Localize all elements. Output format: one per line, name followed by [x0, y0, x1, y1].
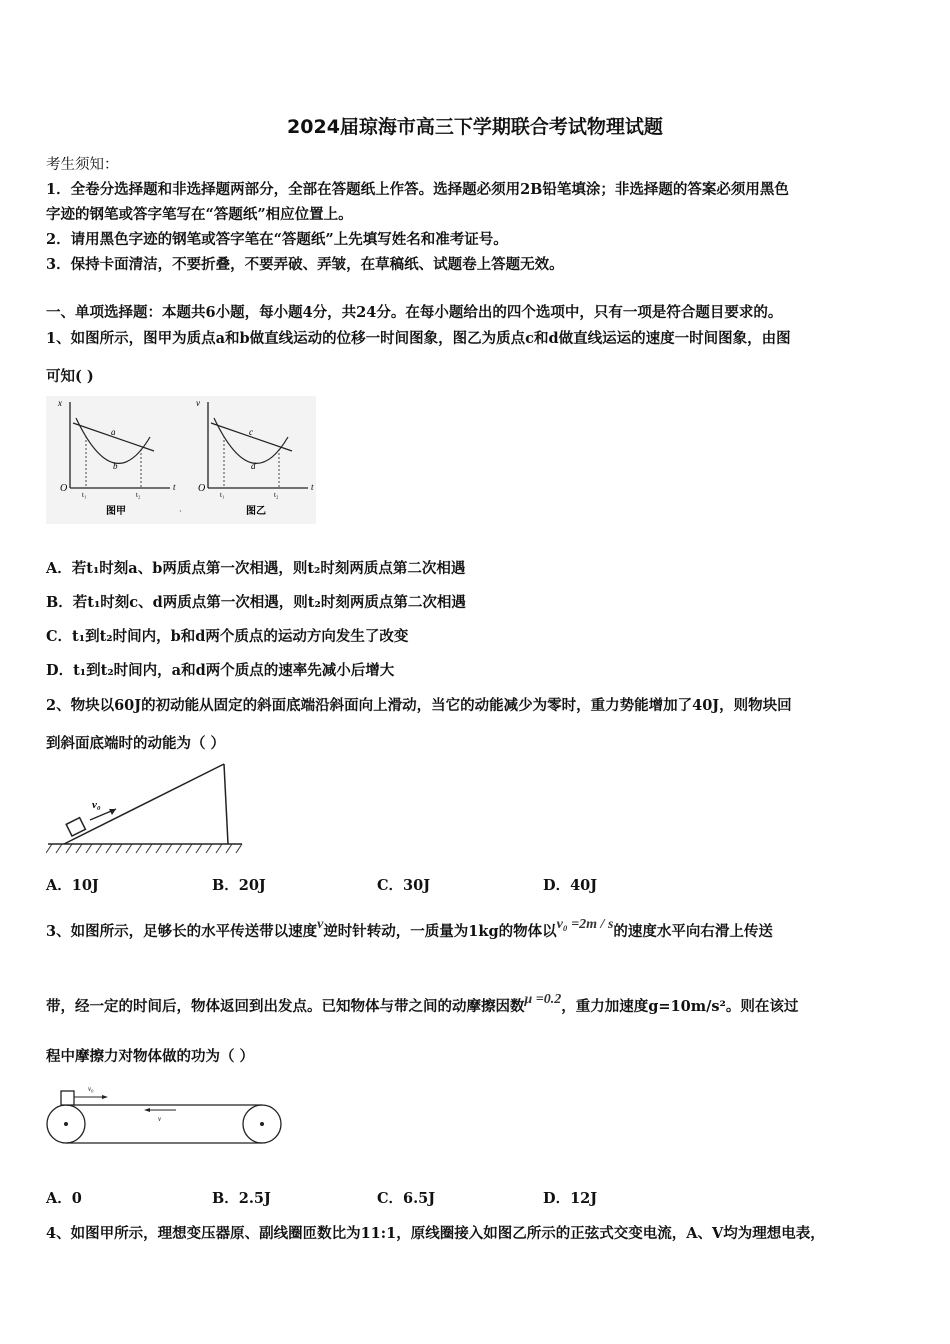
right-y-label: v — [196, 398, 200, 408]
q1-option-c[interactable]: C．t₁到t₂时间内，b和d两个质点的运动方向发生了改变 — [46, 628, 409, 645]
left-y-label: x — [58, 398, 62, 408]
q2-stem-line1: 2、物块以60J的初动能从固定的斜面底端沿斜面向上滑动，当它的动能减少为零时，重力势能增加了40J，则物块回 — [46, 697, 792, 714]
belt-velocity-arrowhead — [144, 1108, 150, 1112]
section-heading: 一、单项选择题：本题共6小题，每小题4分，共24分。在每小题给出的四个选项中，只有一项是符合题目要求的。 — [46, 304, 783, 321]
label-a: a — [111, 427, 116, 437]
q2-option-c[interactable]: C．30J — [377, 877, 431, 894]
notice-item-2: 2．请用黑色字迹的钢笔或答字笔在“答题纸”上先填写姓名和准考证号。 — [46, 231, 508, 248]
q3-stem-line3: 程中摩擦力对物体做的功为（ ） — [46, 1048, 255, 1065]
incline-surface — [64, 764, 224, 844]
label-c: c — [249, 427, 253, 437]
separator-dot: · — [179, 507, 182, 516]
left-roller-axle — [64, 1122, 68, 1126]
q3-mu-expr: μ =0.2 — [524, 992, 562, 1007]
label-d: d — [251, 461, 256, 471]
q1-figure-background — [46, 396, 316, 524]
left-t-label: t — [173, 482, 176, 492]
notice-item-1b: 字迹的钢笔或答字笔写在“答题纸”相应位置上。 — [46, 206, 353, 223]
right-t-label: t — [311, 482, 314, 492]
v0-label: v₀ — [88, 1085, 94, 1093]
left-caption: 图甲 — [106, 506, 126, 517]
left-t1-label: t₁ — [82, 491, 87, 499]
right-caption: 图乙 — [246, 506, 266, 517]
q3-conveyor-figure — [46, 1080, 286, 1150]
q1-option-a[interactable]: A．若t₁时刻a、b两质点第一次相遇，则t₂时刻两质点第二次相遇 — [46, 560, 466, 577]
q3-option-c[interactable]: C．6.5J — [377, 1190, 436, 1207]
left-t2-label: t₂ — [136, 491, 141, 499]
notice-item-1a: 1．全卷分选择题和非选择题两部分，全部在答题纸上作答。选择题必须用2B铅笔填涂；非选择题的答案必须用黑色 — [46, 181, 789, 198]
q2-option-a[interactable]: A．10J — [46, 877, 99, 894]
notice-heading: 考生须知： — [46, 157, 119, 173]
left-origin-label: O — [60, 483, 68, 494]
q1-option-b[interactable]: B．若t₁时刻c、d两质点第一次相遇，则t₂时刻两质点第二次相遇 — [46, 594, 466, 611]
q3-v-symbol: v — [317, 917, 324, 932]
page-title: 2024届琼海市高三下学期联合考试物理试题 — [287, 116, 663, 138]
q1-stem-line1: 1、如图所示，图甲为质点a和b做直线运动的位移一时间图象，图乙为质点c和d做直线运运的速度一时间图象，由图 — [46, 330, 791, 347]
q3-stem-1c: 的速度水平向右滑上传送 — [613, 923, 773, 940]
v0-arrowhead — [102, 1095, 108, 1099]
q3-option-a[interactable]: A．0 — [46, 1190, 82, 1207]
right-origin-label: O — [198, 483, 206, 494]
right-t2-label: t₂ — [274, 491, 279, 499]
incline-back — [224, 764, 228, 844]
right-t1-label: t₁ — [220, 491, 225, 499]
q2-option-d[interactable]: D．40J — [543, 877, 598, 894]
ground-hatching — [46, 844, 242, 853]
v0-label: v₀ — [92, 799, 101, 811]
q3-stem-2b: ，重力加速度g=10m/s²。则在该过 — [561, 998, 799, 1015]
q3-stem-line1 — [46, 917, 773, 941]
belt-v-label: v — [158, 1115, 162, 1123]
q3-stem-2a: 带，经一定的时间后，物体返回到出发点。已知物体与带之间的动摩擦因数 — [46, 998, 525, 1015]
right-roller-axle — [260, 1122, 264, 1126]
q3-stem-1b: 逆时针转动，一质量为1kg的物体以 — [323, 923, 557, 940]
q1-option-d[interactable]: D．t₁到t₂时间内，a和d两个质点的速率先减小后增大 — [46, 662, 395, 679]
q1-figure — [46, 396, 316, 524]
q3-option-b[interactable]: B．2.5J — [212, 1190, 271, 1207]
q4-stem-line1: 4、如图甲所示，理想变压器原、副线圈匝数比为11:1，原线圈接入如图乙所示的正弦式交变电流，A、V均为理想电表， — [46, 1225, 825, 1242]
q2-option-b[interactable]: B．20J — [212, 877, 266, 894]
block — [66, 818, 85, 836]
q1-stem-line2: 可知( ) — [46, 368, 94, 385]
q3-stem-1a: 3、如图所示，足够长的水平传送带以速度 — [46, 923, 318, 940]
q2-incline-figure — [46, 760, 246, 860]
q2-stem-line2: 到斜面底端时的动能为（ ） — [46, 735, 226, 752]
q3-option-d[interactable]: D．12J — [543, 1190, 598, 1207]
notice-item-3: 3．保持卡面清洁，不要折叠，不要弄破、弄皱，在草稿纸、试题卷上答题无效。 — [46, 256, 564, 273]
q3-v0-expr: v₀ =2m / s — [556, 917, 614, 932]
label-b: b — [113, 461, 118, 471]
object-block — [61, 1091, 74, 1105]
q3-stem-line2 — [46, 992, 799, 1016]
